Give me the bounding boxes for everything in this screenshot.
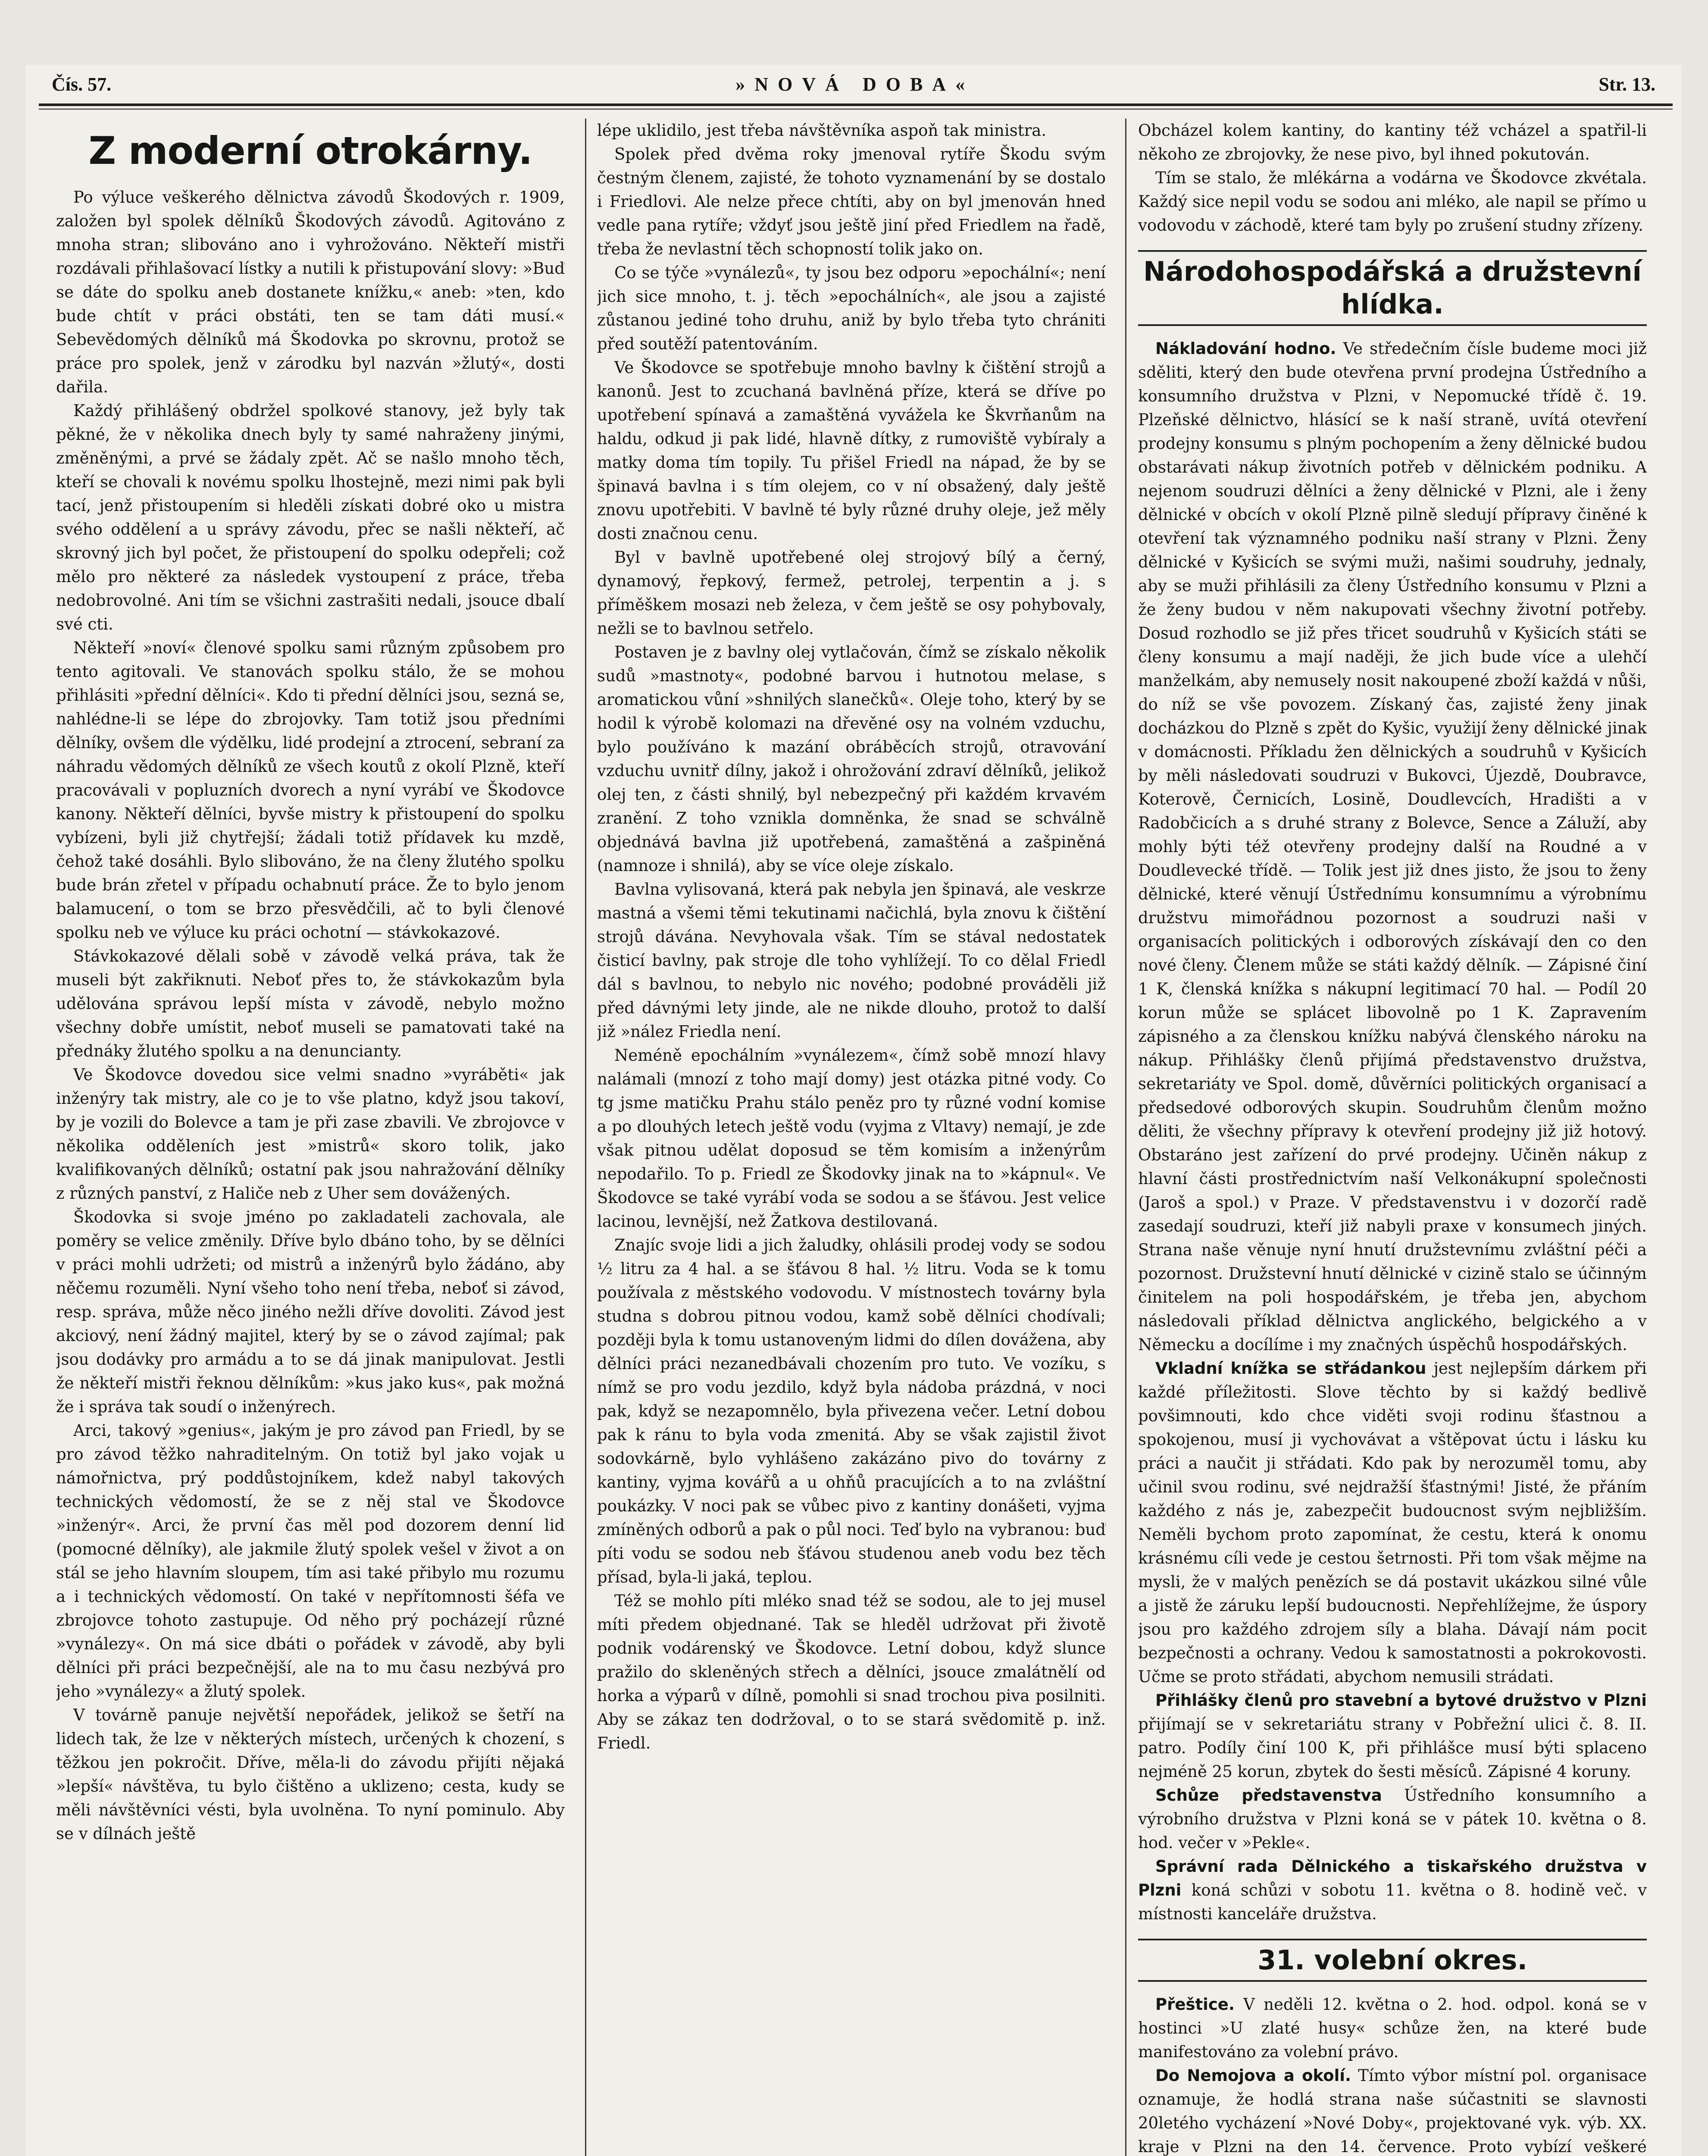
article-paragraph: Též se mohlo píti mléko snad též se sodou, ale to jej musel míti předem objednané. Tak se hleděl udržovat při životě podnik vodárenský ve Škodovce. Letní dobou, když slunce pražilo do skleněných střech a dělníci, jsouce zmalátnělí od horka a výparů v dílně, pomohli si snad trochou piva posilniti. Aby se zákaz ten dodržoval, o to se stará svědomitě p. inž. Friedl.	[597, 1592, 1106, 1752]
article-paragraph: Byl v bavlně upotřebené olej strojový bílý a černý, dynamový, řepkový, fermež, petrolej, terpentin a j. s příměškem mosazi neb železa, v čem ještě se osy pohybovaly, nežli se to bavlnou setřelo.	[597, 548, 1106, 638]
article-paragraph: Znajíc svoje lidi a jich žaludky, ohlásili prodej vody se sodou ½ litru za 4 hal. a se šťávou 8 hal. ½ litru. Voda se k tomu používala z městského vodovodu. V místnostech továrny byla studna s dobrou pitnou vodou, kamž sobě dělníci chodívali; později byla k tomu ustanoveným lidmi do dílen dovážena, aby dělníci práci nezanedbávali chozením pro tuto. Ve vozíku, s nímž se pro vodu jezdilo, když byla nádoba prázdná, v noci pak, když se nezapomnělo, byla přivezena večer. Letní dobou pak k ránu to byla voda zmenitá. Aby se však zajistil život sodovkárně, bylo vyhlášeno zakázáno pivo do továrny z kantiny, vyjma kovářů a u ohňů pracujících a to na zvláštní poukázky. V noci pak se vůbec pivo z kantiny donášeti, vyjma zmíněných odborů a pak o půl noci. Teď bylo na vybranou: buď píti vodu se sodou neb šťávou studenou aneb vodu bez těch přísad, byla-li jaká, teplou.	[597, 1236, 1106, 1586]
article-paragraph: Neméně epochálním »vynálezem«, čímž sobě mnozí hlavy nalámali (mnozí z toho mají domy) jest otázka pitné vody. Co tg jsme matičku Prahu stálo peněz pro ty různé vodní komise a po dlouhých letech ještě vodu (vyjma z Vltavy) nemají, je zde však pitnou udělat doposud se těm komisím a inženýrům nepodařilo. To p. Friedl ze Škodovky jinak na to »kápnul«. Ve Škodovce se také vyrábí voda se sodou a se šťávou. Jest velice lacinou, levnější, než Žatkova destilovaná.	[597, 1046, 1106, 1231]
news-item-text: koná schůzi v sobotu 11. května o 8. hodině več. v místnosti kanceláře družstva.	[1138, 1881, 1647, 1923]
article-paragraph: Ve Škodovce dovedou sice velmi snadno »vyráběti« jak inženýry tak mistry, ale co je to vše platno, když jsou takoví, by je vozili do Bolevce a tam je při zase zbavili. Ve zbrojovce v několika odděleních jest »mistrů« skoro tolik, jako kvalifikovaných dělníků; ostatní pak jsou nahražování dělníky z různých panství, z Haliče neb z Uher sem dovážených.	[56, 1065, 565, 1203]
section-heading: Národohospodářská a družstevní hlídka.	[1138, 250, 1647, 326]
article-paragraph: Škodovka si svoje jméno po zakladateli zachovala, ale poměry se velice změnily. Dříve bylo dbáno toho, by se dělníci v práci mohli udržeti; od mistrů a inženýrů bylo žádáno, aby něčemu rozuměli. Nyní všeho toho není třeba, neboť si závod, resp. správa, může něco jiného nežli dříve dovoliti. Závod jest akciový, není žádný majitel, který by se o závod zajímal; pak jsou dodávky pro armádu a to se dá jinak manipulovat. Jestli že někteří mistři řeknou dělníkům: »kus jako kus«, pak možná že i správa tak soudí o inženýrech.	[56, 1208, 565, 1416]
news-item-text: V neděli 12. května o 2. hod. odpol. koná se v hostinci »U zlaté husy« schůze žen, na které bude manifestováno za volební právo.	[1138, 1995, 1647, 2061]
article-paragraph: Po výluce veškerého dělnictva závodů Škodových r. 1909, založen byl spolek dělníků Škodových závodů. Agitováno z mnoha stran; slibováno ano i vyhrožováno. Někteří mistři rozdávali přihlašovací lístky a nutili k přistupování slovy: »Buď se dáte do spolku aneb dostanete knížku,« aneb: »ten, kdo bude chtít v práci obstáti, ten se tam dáti musí.« Sebevědomých dělníků má Škodovka po skrovnu, protož se práce pro spolek, jenž v zárodku byl nazván »žlutý«, dosti dařila.	[56, 188, 565, 396]
column-1	[56, 119, 565, 2156]
section-heading: 31. volební okres.	[1138, 1939, 1647, 1982]
article-paragraph: Stávkokazové dělali sobě v závodě velká práva, tak že museli být zakřiknuti. Neboť přes to, že stávkokazům byla udělována správou lepší místa v závodě, nebylo možno všechny dobře umístit, neboť museli se pamatovati také na přednáky žlutého spolku a na denuncianty.	[56, 947, 565, 1060]
article-paragraph: V továrně panuje největší nepořádek, jelikož se šetří na lidech tak, že lze v některých místech, určených k chození, s těžkou jen pokročit. Dříve, měla-li do závodu přijíti nějaká »lepší« návštěva, tu bylo čištěno a uklizeno; cesta, kudy se měli návštěvníci vésti, byla uvolněna. To nyní pominulo. Aby se v dílnách ještě	[56, 1706, 565, 1843]
news-item-text: přijímají se v sekretariátu strany v Pobřežní ulici č. 8. II. patro. Podíly činí 100 K, při přihlášce musí býti splaceno nejméně 25 korun, zbytek do šesti měsíců. Zápisné 4 koruny.	[1138, 1715, 1647, 1781]
news-item-lead: Nákladování hodno.	[1155, 339, 1336, 358]
news-item-lead: Do Nemojova a okolí.	[1155, 2066, 1351, 2085]
article-paragraph: Spolek před dvěma roky jmenoval rytíře Škodu svým čestným členem, zajisté, že tohoto vyznamenání by se dostalo i Friedlovi. Ale nelze přece chtíti, aby on byl jmenován hned vedle pana rytíře; vždyť jsou ještě jiní před Friedlem na řadě, třeba že nevlastní těch schopností tolik jako on.	[597, 145, 1106, 258]
news-item	[1138, 1993, 1647, 2064]
page-number: Str. 13.	[1599, 73, 1655, 95]
article-paragraph: Každý přihlášený obdržel spolkové stanovy, jež byly tak pěkné, že v několika dnech byly ty samé nahraženy jinými, změněnými, a prvé se žádaly zpět. Ač se našlo mnoho těch, kteří se chovali k novému spolku lhostejně, mezi nimi pak byli tací, jenž přistoupením si hleděli získati dobré oko u mistra svého oddělení a u správy závodu, přec se našli někteří, ač skrovný jich byl počet, že přistoupení do spolku odepřeli; což mělo pro některé za následek vystoupení z práce, třeba nedobrovolné. Ani tím se všichni zastrašiti nedali, jsouce dbalí své cti.	[56, 401, 565, 633]
article-headline: Z moderní otrokárny.	[88, 128, 532, 173]
page-header	[52, 65, 1655, 103]
news-item-text: jest nejlepším dárkem při každé příležitosti. Slove těchto by si každý bedlivě povšimnouti, kdo chce viděti svoji rodinu šťastnou a spokojenou, musí ji vychovávat a vštěpovat úctu i lásku ku práci a naučit ji střádati. Kdo pak by nerozuměl tomu, aby učinil svou rodinu, své nejdražší šťastnými! Jisté, že přáním každého z nás je, zabezpečit budoucnost svým nejbližším. Neměli bychom proto zapomínat, že cestu, která k onomu krásnému cíli vede je cestou šetrnosti. Při tom však mějme na mysli, že v malých penězích se dá postavit ukázkou silné vůle a jistě že záruku lepší budoucnosti. Nepřehlížejme, že úspory jsou pro každého zdrojem síly a blaha. Dávají nám pocit bezpečnosti a ochrany. Vedou k samostatnosti a pokrokovosti. Učme se proto střádati, abychom nemusili strádati.	[1138, 1359, 1647, 1686]
article-paragraph: Obcházel kolem kantiny, do kantiny též vcházel a spatřil-li někoho ze zbrojovky, že nese pivo, byl ihned pokutován.	[1138, 121, 1647, 163]
article-paragraph: lépe uklidilo, jest třeba návštěvníka aspoň tak ministra.	[597, 121, 1047, 140]
article-paragraph: Ve Škodovce se spotřebuje mnoho bavlny k čištění strojů a kanonů. Jest to zcuchaná bavlněná příze, která se dříve po upotřebení spínavá a zamaštěná vyvážela ke Škvrňanům na haldu, odkud ji pak lidé, hlavně dítky, z rumoviště vybíraly a matky doma tím topily. Tu přišel Friedl na nápad, že by se špinavá bavlna i s tím olejem, co v ní obsažený, daly ještě znovu upotřebiti. V bavlně té byly různé druhy oleje, jež měly dosti značnou cenu.	[597, 358, 1106, 543]
column-3	[1138, 119, 1647, 2156]
column-divider	[585, 119, 586, 2156]
news-item-lead: Schůze představenstva	[1155, 1786, 1382, 1805]
article-paragraph: Někteří »noví« členové spolku sami různým způsobem pro tento agitovali. Ve stanovách spolku stálo, že se mohou přihlásiti »přední dělníci«. Kdo ti přední dělníci jsou, sezná se, nahlédne-li se lépe do zbrojovky. Tam totiž jsou předními dělníky, ovšem dle výdělku, lidé prodejní a ztrocení, sebraní za náhradu vědomých dělníků ze všech koutů z okolí Plzně, kteří pracovávali v popluzních dvorech a nyní vyrábí ve Škodovce kanony. Někteří dělníci, byvše mistry k přistoupení do spolku vybízeni, byli již chytřejší; žádali totiž přídavek ku mzdě, čehož také dosáhli. Bylo slibováno, že na členy žlutého spolku bude brán zřetel v případu ochabnutí práce. Že to bylo jenom balamucení, o tom se brzo přesvědčili, ač to byli členové spolku neb ve výluce ku práci ochotní — stávkokazové.	[56, 639, 565, 942]
news-item	[1138, 2064, 1647, 2156]
news-item-lead: Správní rada Dělnického a tiskařského družstva v Plzni	[1138, 1857, 1647, 1899]
news-item-lead: Vkladní knížka se střádankou	[1155, 1359, 1426, 1378]
news-item-text: Tímto výbor místní pol. organisace oznamuje, že hodlá strana naše súčastniti se slavnosti 20letého vycházení »Nové Doby«, projektované vyk. výb. XX. kraje v Plzni na den 14. července. Proto vybízí veškeré	[1138, 2066, 1647, 2156]
article-paragraph: Arci, takový »genius«, jakým je pro závod pan Friedl, by se pro závod těžko nahraditelným. On totiž byl jako vojak u námořnictva, prý poddůstojníkem, kdež nabyl takových technických vědomostí, že se z něj stal ve Škodovce »inženýr«. Arci, že první čas měl pod dozorem denní lid (pomocné dělníky), ale jakmile žlutý spolek vešel v život a on stál se jeho hlavním sloupem, tím asi také přibylo mu rozumu a i technických vědomostí. On také v nepřítomnosti šéfa ve zbrojovce tohoto zastupuje. Od něho prý pocházejí různé »vynálezy«. On má sice dbáti o pořádek v závodě, aby byli dělníci při práci bezpečnější, ale na to mu času nezbývá pro jeho »vynálezy« a žlutý spolek.	[56, 1421, 565, 1701]
news-item-lead: Přihlášky členů pro stavební a bytové družstvo v Plzni	[1155, 1691, 1647, 1710]
news-item	[1138, 1689, 1647, 1783]
article-paragraph: Co se týče »vynálezů«, ty jsou bez odporu »epochální«; není jich sice mnoho, t. j. těch »epochálních«, ale jsou a zajisté zůstanou jediné toho druhu, aniž by bylo třeba tyto chrániti před soutěží patentováním.	[597, 263, 1106, 353]
news-item-text: Ve středečním čísle budeme moci již sděliti, který den bude otevřena první prodejna Ústředního a konsumního družstva v Plzni, v Nepomucké třídě č. 19. Plzeňské dělnictvo, hlásící se k naší straně, uvítá otevření prodejny konsumu s plným pochopením a ženy dělnické budou obstarávati nákup životních potřeb v dělnickém podniku. A nejenom soudruzi dělníci a ženy dělnické v Plzni, ale i ženy dělnické v obcích v okolí Plzně pilně sledují přípravy činěné k otevření tak významného podniku naší strany v Plzni. Ženy dělnické v Kyšicích se svými muži, našimi soudruhy, jednaly, aby se muži přihlásili za členy Ústředního konsumu v Plzni a že ženy budou v něm nakupovati všechny životní potřeby. Dosud rozhodlo se již přes třicet soudruhů v Kyšicích státi se členy konsumu a mají naději, že jich bude více a ulehčí manželkám, aby nemusely nosit nakoupené zboží každá v nůši, do níž se vše povozem. Získaný čas, zajisté ženy jinak docházkou do Plzně s zpět do Kyšic, využijí ženy dělnické jinak v domácnosti. Příkladu žen dělnických a soudruhů v Kyšicích by měli následovati soudruzi v Bukovci, Újezdě, Doubravce, Koterově, Černicích, Losině, Doudlevcích, Hradišti a v Radobčicích a s druhé strany z Bolevce, Sence a Záluží, aby mohly býti též otevřeny prodejny další na Roudné a v Doudlevecké třídě. — Tolik jest již dnes jisto, že jsou to ženy dělnické, které věnují Ústřednímu konsumnímu a výrobnímu družstvu mimořádnou pozornost a soudruzi naši v organisacích politických i odborových získávají den co den nové členy. Členem může se státi každý dělník. — Zápisné činí 1 K, členská knížka s nákupní legitimací 70 hal. — Podíl 20 korun může se splácet libovolně po 1 K. Zapravením zápisného a za členskou knížku nabývá členského nároku na nákup. Přihlášky členů přijímá představenstvo družstva, sekretariáty ve Spol. domě, důvěrníci politických organisací a předsedové odborových skupin. Soudruhům členům možno děliti, že všechny přípravy k otevření prodejny již již hotový. Obstaráno jest zařízení do prvé prodejny. Učiněn nákup z hlavní části prostřednictvím naší Velkonákupní společnosti (Jaroš a spol.) v Praze. V představenstvu i v dozorčí radě zasedají soudruzi, kteří již nabyli praxe v konsumech jiných. Strana naše věnuje nyní hnutí družstevnímu zvláštní péči a pozornost. Družstevní hnutí dělnické v cizině stalo se účinným činitelem na poli hospodářském, je třeba jen, abychom následovali příklad dělnictva anglického, belgického a v Německu a docílíme i my značných úspěchů hospodářských.	[1138, 339, 1647, 1354]
news-item-lead: Přeštice.	[1155, 1995, 1235, 2014]
news-item	[1138, 1783, 1647, 1855]
header-rule	[39, 103, 1673, 106]
article-paragraph: Tím se stalo, že mlékárna a vodárna ve Škodovce zkvétala. Každý sice nepil vodu se sodou ani mléko, ale napil se přímo u vodovodu v záchodě, které tam byly po zrušení studny zřízeny.	[1138, 169, 1647, 235]
newspaper-title: »NOVÁ DOBA«	[735, 73, 975, 95]
news-item	[1138, 1855, 1647, 1926]
news-item-text: Ústředního konsumního a výrobního družstva v Plzni koná se v pátek 10. května o 8. hod. večer v »Pekle«.	[1138, 1786, 1647, 1852]
article-paragraph: Postaven je z bavlny olej vytlačován, čímž se získalo několik sudů »mastnoty«, podobné barvou i hutnotou melase, s aromatickou vůní »shnilých slanečků«. Oleje toho, který by se hodil k výrobě kolomazi na dřevěné osy na volném vzduchu, bylo používáno k mazání obráběcích strojů, otravování vzduchu uvnitř dílny, jakož i ohrožování zdraví dělníků, jelikož olej ten, z části shnilý, byl nebezpečný při každém krvavém zranění. Z toho vznikla domněnka, že snad se schválně objednává bavlna již upotřebená, zamaštěná a zašpiněná (namnoze i shnilá), aby se více oleje získalo.	[597, 643, 1106, 875]
column-2	[597, 119, 1106, 2156]
issue-number: Čís. 57.	[52, 73, 112, 95]
news-item	[1138, 337, 1647, 1357]
header-rule-thin	[39, 109, 1673, 110]
article-paragraph: Bavlna vylisovaná, která pak nebyla jen špinavá, ale veskrze mastná a všemi těmi tekutinami načichlá, byla znovu k čištění strojů dávána. Nevyhovala však. Tím se stával nedostatek čisticí bavlny, pak stroje dle toho vyhlížejí. To co dělal Friedl dál s bavlnou, to nebylo nic nového; podobné prováděli již před dávnými lety jinde, ale ne nikde dlouho, protož to další již »nález Friedla není.	[597, 880, 1106, 1041]
column-divider	[1125, 119, 1126, 2156]
news-item	[1138, 1357, 1647, 1689]
